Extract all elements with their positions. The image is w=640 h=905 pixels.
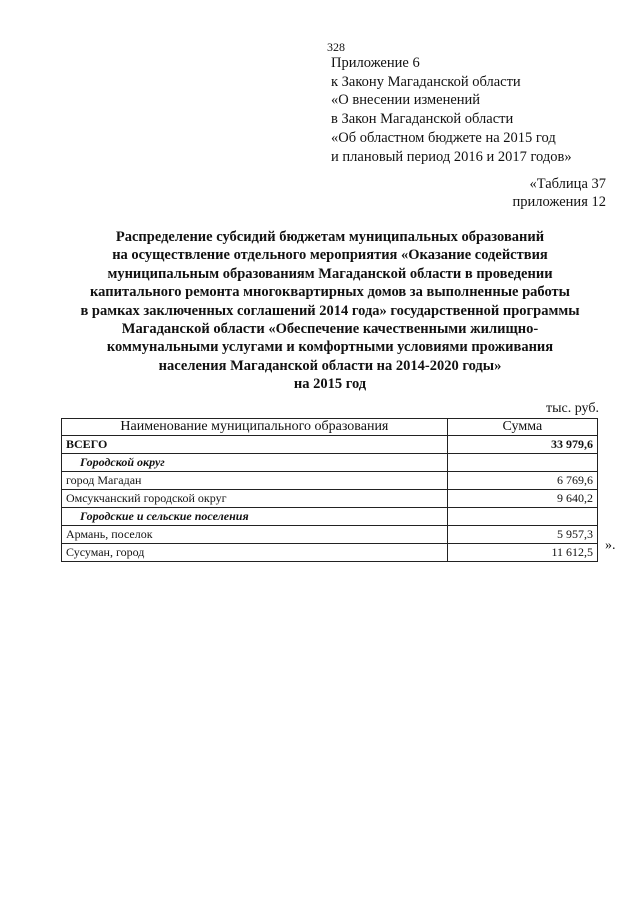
table-header-row [62, 419, 598, 436]
table-section-row [62, 454, 598, 472]
closing-quote: ». [605, 538, 616, 553]
section-empty-cell [447, 454, 597, 472]
table-row [62, 472, 598, 490]
title-line: Распределение субсидий бюджетам муниципальных образований [115, 229, 545, 245]
column-header-name: Наименование муниципального образования [62, 419, 448, 436]
row-sum-cell: 9 640,2 [447, 490, 597, 508]
total-name-cell: ВСЕГО [62, 436, 448, 454]
title-line: на осуществление отдельного мероприятия «Оказание содействия [112, 247, 548, 264]
table-row [62, 490, 598, 508]
title-line: на 2015 год [293, 376, 367, 393]
section-empty-cell [447, 508, 597, 526]
title-line: капитального ремонта многоквартирных домов за выполненные работы [90, 284, 570, 301]
row-name-cell: Омсукчанский городской округ [62, 490, 448, 508]
appendix-line: к Закону Магаданской области [331, 73, 521, 90]
table-ref-line: «Таблица 37 [529, 176, 606, 192]
document-title [50, 228, 610, 394]
row-name-cell: Армань, поселок [62, 526, 448, 544]
section-title-cell: Городские и сельские поселения [62, 508, 448, 526]
appendix-line: в Закон Магаданской области [331, 111, 514, 128]
subsidies-table [61, 418, 598, 562]
table-ref-line: приложения 12 [512, 193, 606, 210]
appendix-reference [331, 54, 572, 166]
title-line: коммунальными услугами и комфортными условиями проживания [106, 339, 554, 356]
title-line: населения Магаданской области на 2014-2020 годы» [158, 357, 502, 374]
row-name-cell: город Магадан [62, 472, 448, 490]
appendix-line: Приложение 6 [331, 55, 420, 71]
column-header-sum: Сумма [447, 419, 597, 436]
appendix-line: и плановый период 2016 и 2017 годов» [331, 148, 572, 165]
title-line: муниципальным образованиям Магаданской области в проведении [107, 265, 553, 282]
total-sum-cell: 33 979,6 [447, 436, 597, 454]
row-sum-cell: 11 612,5 [447, 544, 597, 562]
appendix-line: «О внесении изменений [331, 92, 481, 109]
units-label: тыс. руб. [546, 401, 599, 416]
title-line: Магаданской области «Обеспечение качественными жилищно- [121, 321, 539, 338]
table-reference [513, 176, 606, 211]
page-number: 328 [327, 40, 345, 54]
appendix-line: «Об областном бюджете на 2015 год [331, 129, 556, 146]
row-sum-cell: 5 957,3 [447, 526, 597, 544]
section-title-cell: Городской округ [62, 454, 448, 472]
table-row-total [62, 436, 598, 454]
row-name-cell: Сусуман, город [62, 544, 448, 562]
table-row [62, 526, 598, 544]
table-section-row [62, 508, 598, 526]
row-sum-cell: 6 769,6 [447, 472, 597, 490]
table-row [62, 544, 598, 562]
title-line: в рамках заключенных соглашений 2014 года» государственной программы [80, 302, 580, 319]
